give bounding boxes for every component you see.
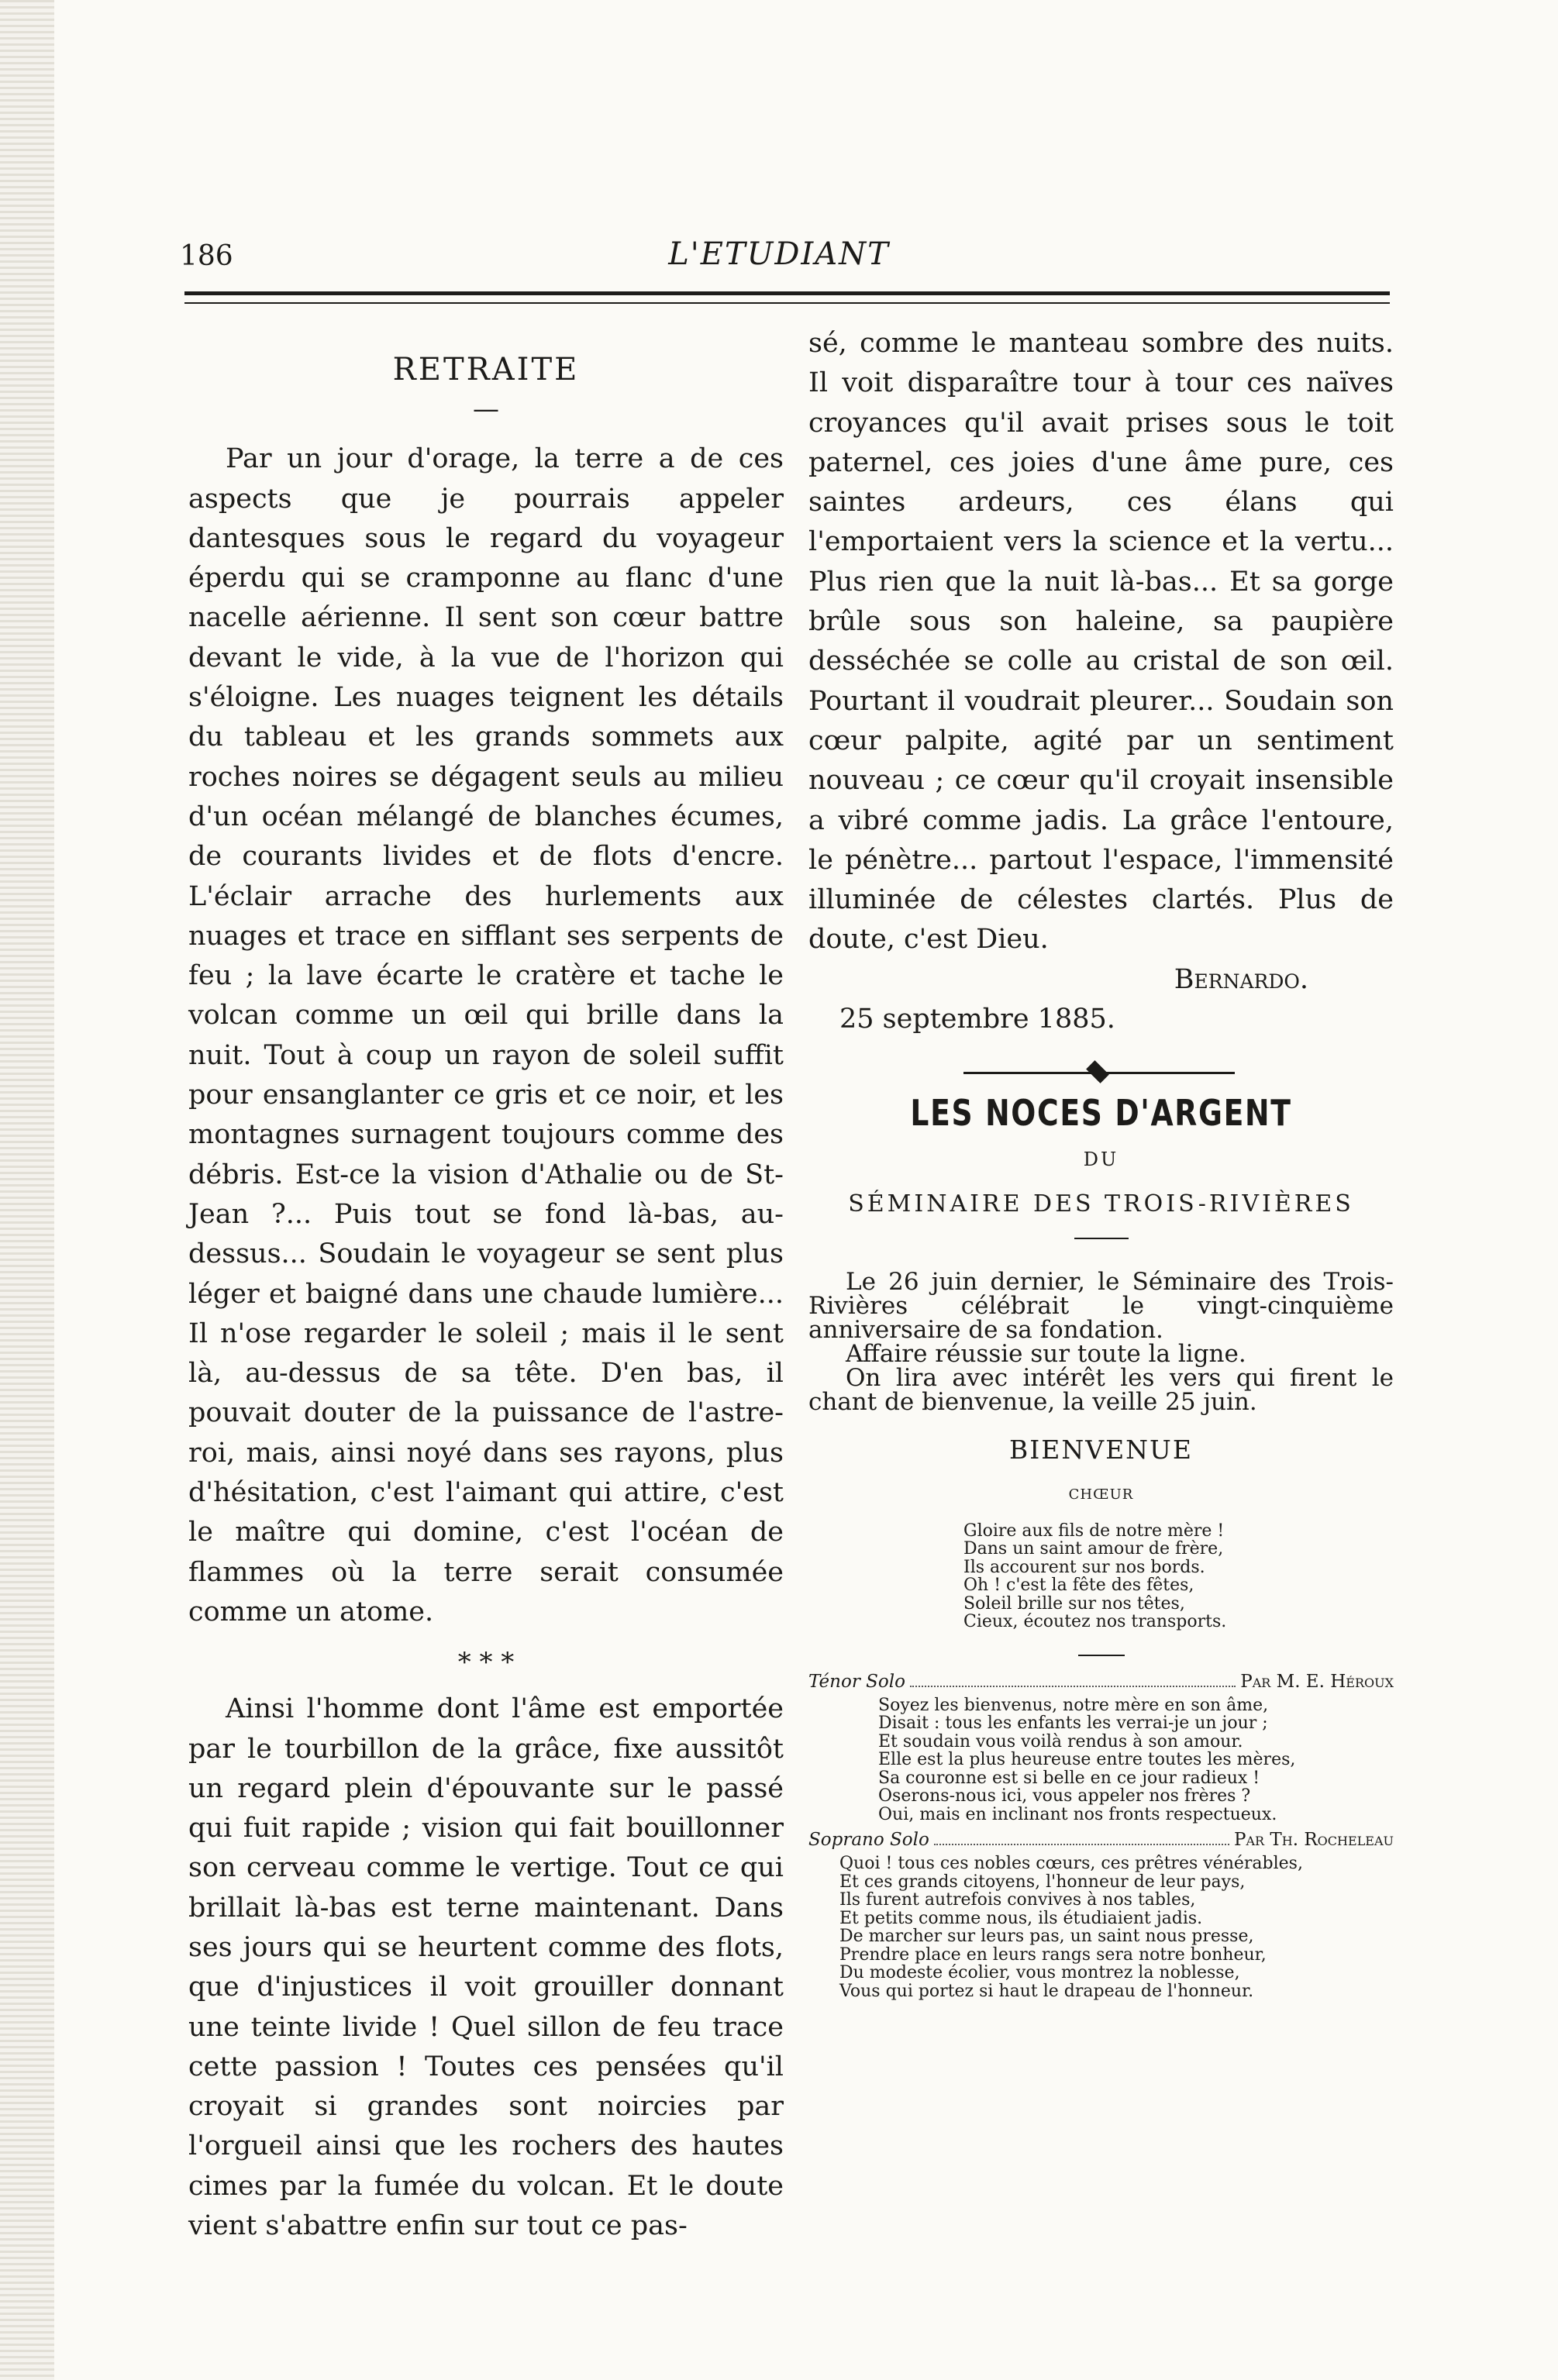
soprano-solo-heading (808, 1827, 1394, 1853)
article-title: RETRAITE (392, 352, 580, 387)
tenor-author: Par M. E. Héroux (1240, 1671, 1394, 1692)
article-paragraph: Ainsi l'homme dont l'âme est emportée par le tourbillon de la grâce, fixe aussitôt un regard plein d'épouvante sur le passé qui fuit rapide ; vision qui fait bouillonner son cerveau comme le vertige. Tout ce qui brillait là-bas est terne maintenant. Dans ses jours qui se heurtent comme des flots, que d'injustices il voit grouiller donnant une teinte livide ! Quel sillon de feu trace cette passion ! Toutes ces pensées qu'il croyait si grandes sont noircies par l'orgueil ainsi que les rochers des hautes cimes par la fumée du volcan. Et le doute vient s'abattre enfin sur tout ce pas- (188, 1693, 784, 2242)
verse-line: Sa couronne est si belle en ce jour radieux ! (878, 1768, 1260, 1788)
verse-line: Ils furent autrefois convives à nos tables, (839, 1890, 1196, 1910)
verse-line: Disait : tous les enfants les verrai-je un jour ; (878, 1714, 1268, 1734)
verse-line: Et ces grands citoyens, l'honneur de leur pays, (839, 1872, 1246, 1892)
choeur-verse (808, 1522, 1394, 1631)
article-continuation: sé, comme le manteau sombre des nuits. Il voit disparaître tour à tour ces naïves croyances qu'il avait prises sous le toit paternel, ces joies d'une âme pure, ces saintes ardeurs, ces élans qui l'emportaient vers la science et la vertu... Plus rien que la nuit là-bas... Et sa gorge brûle sous son haleine, sa paupière desséchée se colle au cristal de son œil. Pourtant il voudrait pleurer... Soudain son cœur palpite, agité par un sentiment nouveau ; ce cœur qu'il croyait insensible a vibré comme jadis. La grâce l'entoure, le pénètre... partout l'espace, l'immensité illuminée de célestes clartés. Plus de doute, c'est Dieu. (808, 328, 1394, 956)
dot-leader (934, 1827, 1229, 1845)
verse-line: Cieux, écoutez nos transports. (963, 1612, 1227, 1632)
article-paragraph: Par un jour d'orage, la terre a de ces aspects que je pourrais appeler dantesques sous le regard du voyageur éperdu qui se cramponne au flanc d'une nacelle aérienne. Il sent son cœur battre devant le vide, à la vue de l'horizon qui s'éloigne. Les nuages teignent les détails du tableau et les grands sommets aux roches noires se dégagent seuls au milieu d'un océan mélangé de blanches écumes, de courants livides et de flots d'encre. L'éclair arrache des hurlements aux nuages et trace en sifflant ses serpents de feu ; la lave écarte le cratère et tache le volcan comme un œil qui brille dans la nuit. Tout à coup un rayon de soleil suffit pour ensanglanter ce gris et ce noir, et les montagnes surnagent toujours comme des débris. Est-ce la vision d'Athalie ou de St-Jean ?... Puis tout se fond là-bas, au-dessus... Soudain le voyageur se sent plus léger et baigné dans une chaude lumière... Il n'ose regarder le soleil ; mais il le sent là, au-dessus de sa tête. D'en bas, il pouvait douter de la puissance de l'astre-roi, mais, ainsi noyé dans ses rayons, plus d'hésitation, c'est l'aimant qui attire, c'est le maître qui domine, c'est l'océan de flammes où la terre serait consumée comme un atome. (188, 443, 784, 1627)
verse-rule (1078, 1655, 1125, 1656)
verse-line: Du modeste écolier, vous montrez la noblesse, (839, 1963, 1240, 1983)
page-number: 186 (180, 240, 233, 272)
verse-line: Elle est la plus heureuse entre toutes les mères, (878, 1750, 1296, 1770)
song-title: BIENVENUE (1009, 1435, 1193, 1466)
soprano-role: Soprano Solo (808, 1830, 929, 1851)
verse-line: Gloire aux fils de notre mère ! (963, 1521, 1225, 1541)
left-column (188, 324, 784, 2246)
right-column (808, 324, 1394, 2000)
intro-paragraph: On lira avec intérêt les vers qui firent le chant de bienvenue, la veille 25 juin. (808, 1364, 1394, 1417)
choeur-label: CHŒUR (1068, 1486, 1134, 1503)
tenor-verse (808, 1696, 1394, 1824)
intro-paragraph: Le 26 juin dernier, le Séminaire des Trois-Rivières célébrait le vingt-cinquième anniversaire de sa fondation. (808, 1268, 1394, 1345)
verse-line: Soleil brille sur nos têtes, (963, 1593, 1185, 1614)
section-du: DU (1083, 1148, 1119, 1170)
verse-line: Dans un saint amour de frère, (963, 1539, 1224, 1559)
section-subtitle: SÉMINAIRE DES TROIS-RIVIÈRES (848, 1190, 1354, 1218)
verse-line: Oserons-nous ici, vous appeler nos frères ? (878, 1786, 1251, 1807)
section-title: LES NOCES D'ARGENT (910, 1092, 1292, 1135)
verse-line: Et petits comme nous, ils étudiaient jadis. (839, 1908, 1203, 1928)
verse-line: Oh ! c'est la fête des fêtes, (963, 1576, 1194, 1596)
title-mark: — (473, 394, 499, 425)
verse-line: Vous qui portez si haut le drapeau de l'honneur. (839, 1981, 1254, 2001)
soprano-author: Par Th. Rocheleau (1234, 1830, 1394, 1851)
running-title: L'ETUDIANT (668, 236, 890, 272)
verse-line: Oui, mais en inclinant nos fronts respectueux. (878, 1804, 1277, 1824)
verse-line: Ils accourent sur nos bords. (963, 1557, 1205, 1577)
ornament-divider (808, 1063, 1394, 1083)
dot-leader (910, 1669, 1236, 1687)
tenor-solo-heading (808, 1669, 1394, 1695)
asterism: * * * (457, 1647, 515, 1679)
section-rule (1074, 1238, 1129, 1239)
verse-line: Quoi ! tous ces nobles cœurs, ces prêtres vénérables, (839, 1854, 1303, 1874)
intro-paragraph: Affaire réussie sur toute la ligne. (846, 1340, 1246, 1369)
article-date: 25 septembre 1885. (839, 1004, 1115, 1035)
tenor-role: Ténor Solo (808, 1671, 905, 1692)
author-signature: Bernardo. (1174, 963, 1308, 995)
binding-edge (0, 0, 54, 2380)
verse-line: De marcher sur leurs pas, un saint nous presse, (839, 1927, 1254, 1947)
verse-line: Et soudain vous voilà rendus à son amour. (878, 1731, 1243, 1751)
verse-line: Soyez les bienvenus, notre mère en son âme, (878, 1695, 1269, 1715)
soprano-verse (808, 1855, 1394, 2000)
verse-line: Prendre place en leurs rangs sera notre bonheur, (839, 1944, 1267, 1965)
header-rule-thick (184, 291, 1390, 295)
header-rule-thin (184, 302, 1390, 304)
